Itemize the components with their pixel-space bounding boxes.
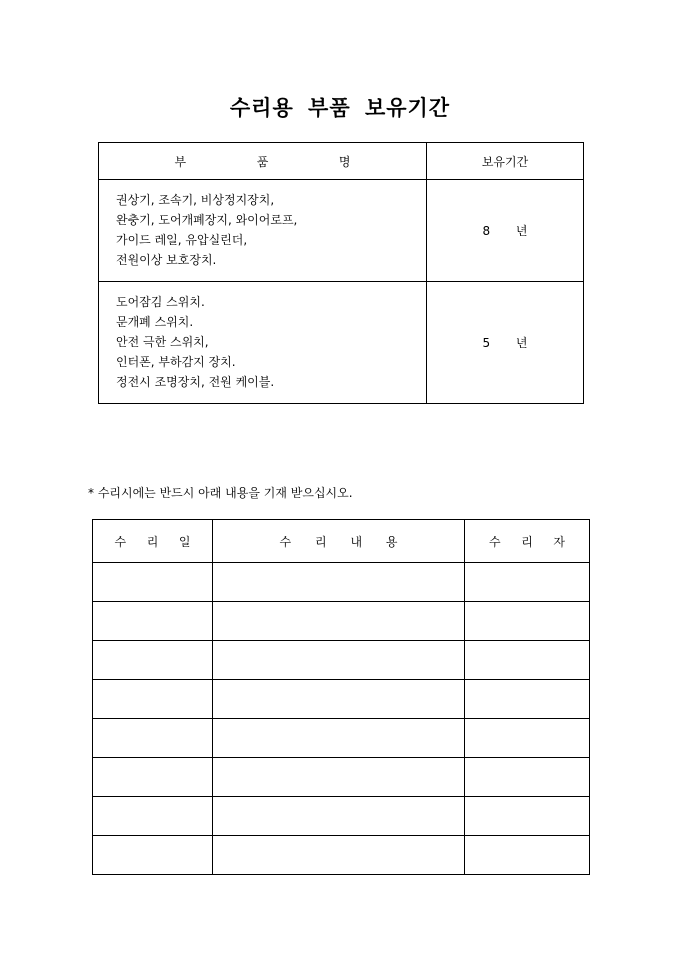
repair-content-header-char: 용 [385, 534, 398, 549]
parts-table-header [99, 143, 584, 180]
parts-name-header-char: 부 [174, 154, 187, 169]
repair-date-cell[interactable] [93, 602, 213, 641]
repair-person-cell[interactable] [465, 563, 590, 602]
parts-row [99, 180, 584, 282]
parts-row [99, 282, 584, 404]
repair-person-header-char: 자 [553, 534, 565, 549]
repair-person-header [465, 520, 590, 563]
record-row [93, 641, 590, 680]
part-line: 전원이상 보호장치. [116, 253, 217, 267]
period-unit: 년 [515, 224, 528, 238]
repair-date-cell[interactable] [93, 563, 213, 602]
repair-date-header-char: 일 [178, 534, 191, 549]
repair-date-header-char: 리 [146, 534, 159, 549]
repair-date-header-char: 수 [114, 534, 127, 549]
record-row [93, 602, 590, 641]
record-row [93, 680, 590, 719]
parts-name-header [99, 143, 427, 180]
repair-content-cell[interactable] [213, 563, 465, 602]
repair-content-cell[interactable] [213, 797, 465, 836]
parts-list-cell [99, 180, 427, 282]
repair-person-header-char: 수 [489, 534, 501, 549]
repair-content-cell[interactable] [213, 680, 465, 719]
repair-record-table [92, 519, 590, 875]
parts-name-header-char: 명 [338, 154, 351, 169]
repair-content-header [213, 520, 465, 563]
repair-person-cell[interactable] [465, 719, 590, 758]
period-number: 8 [482, 224, 491, 238]
repair-date-cell[interactable] [93, 758, 213, 797]
record-row [93, 836, 590, 875]
record-row [93, 719, 590, 758]
repair-content-cell[interactable] [213, 719, 465, 758]
page-title: 수리용 부품 보유기간 [229, 95, 451, 120]
part-line: 정전시 조명장치, 전원 케이블. [116, 375, 275, 389]
repair-date-cell[interactable] [93, 836, 213, 875]
repair-content-cell[interactable] [213, 641, 465, 680]
part-line: 도어잠김 스위치. [116, 295, 205, 309]
parts-list-cell [99, 282, 427, 404]
repair-person-cell[interactable] [465, 641, 590, 680]
record-row [93, 563, 590, 602]
repair-date-cell[interactable] [93, 680, 213, 719]
part-line: 안전 극한 스위치, [116, 335, 209, 349]
period-unit: 년 [515, 336, 528, 350]
parts-name-header-char: 품 [256, 154, 269, 169]
part-line: 권상기, 조속기, 비상정지장치, [116, 193, 275, 207]
repair-date-cell[interactable] [93, 719, 213, 758]
repair-person-header-char: 리 [521, 534, 533, 549]
repair-date-cell[interactable] [93, 797, 213, 836]
repair-content-header-char: 내 [350, 534, 363, 549]
part-line: 완충기, 도어개폐장지, 와이어로프, [116, 213, 298, 227]
repair-note: * 수리시에는 반드시 아래 내용을 기재 받으십시오. [88, 486, 353, 500]
repair-content-cell[interactable] [213, 758, 465, 797]
parts-retention-table [98, 142, 584, 404]
repair-date-cell[interactable] [93, 641, 213, 680]
repair-person-cell[interactable] [465, 797, 590, 836]
repair-person-cell[interactable] [465, 602, 590, 641]
repair-content-cell[interactable] [213, 602, 465, 641]
repair-person-cell[interactable] [465, 758, 590, 797]
repair-person-cell[interactable] [465, 836, 590, 875]
retention-period-cell [427, 180, 584, 282]
retention-period-cell [427, 282, 584, 404]
repair-content-header-char: 수 [279, 534, 292, 549]
record-table-header [93, 520, 590, 563]
repair-person-cell[interactable] [465, 680, 590, 719]
repair-content-header-char: 리 [314, 534, 327, 549]
retention-period-header: 보유기간 [427, 143, 584, 180]
repair-date-header [93, 520, 213, 563]
part-line: 가이드 레일, 유압실린더, [116, 233, 248, 247]
period-number: 5 [482, 336, 491, 350]
part-line: 문개폐 스위치. [116, 315, 194, 329]
repair-content-cell[interactable] [213, 836, 465, 875]
record-row [93, 797, 590, 836]
record-row [93, 758, 590, 797]
part-line: 인터폰, 부하감지 장치. [116, 355, 236, 369]
